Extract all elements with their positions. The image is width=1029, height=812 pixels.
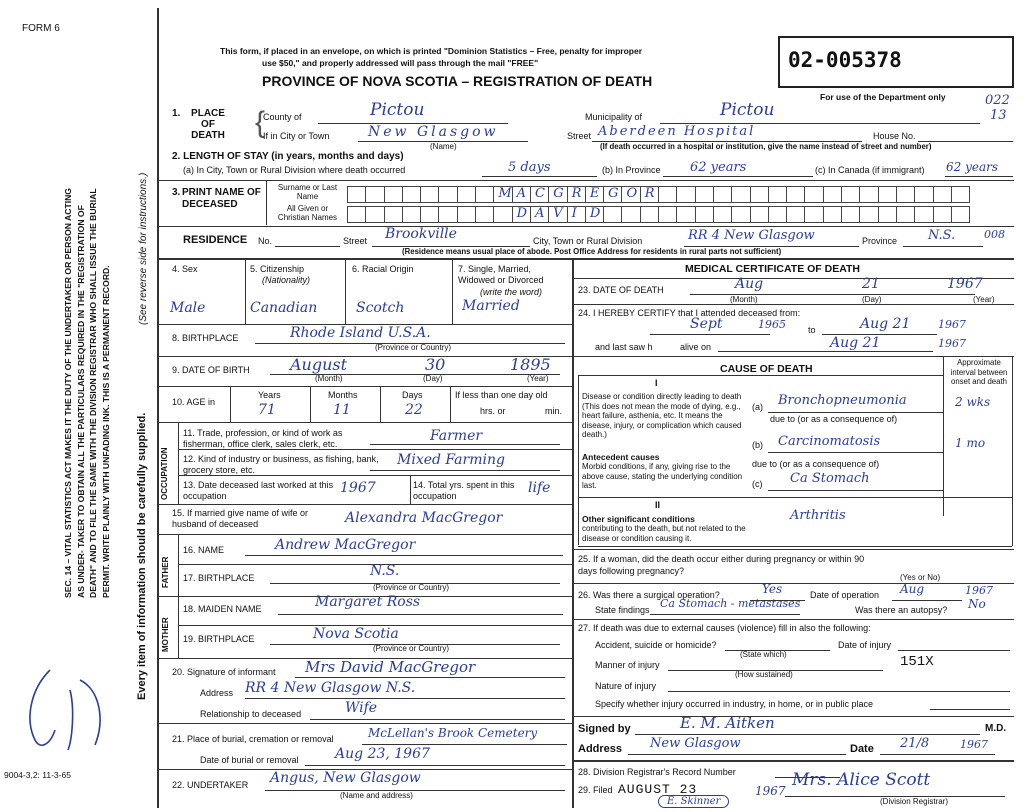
name-letter-box [951, 206, 970, 223]
name-letter-box [695, 206, 714, 223]
age-label: 10. AGE in [172, 397, 216, 407]
stay-city-label: (a) In City, Town or Rural Division where death occurred [183, 165, 406, 175]
name-letter-box [823, 186, 842, 203]
birthplace-value: Rhode Island U.S.A. [290, 325, 431, 341]
municipality-value: Pictou [720, 100, 775, 120]
racial-value: Scotch [356, 300, 405, 316]
alive-on-label: alive on [680, 342, 712, 352]
pregnancy-label: 25. If a woman, did the death occur either during pregnancy or within 90 days following pregnancy? [578, 554, 865, 576]
industry-value: Mixed Farming [397, 452, 505, 468]
autopsy-value: No [968, 597, 986, 611]
registrar-sub: (Division Registrar) [880, 797, 949, 806]
burial-date-label: Date of burial or removal [200, 755, 299, 765]
name-letter-box [493, 186, 512, 203]
name-letter: A [534, 206, 545, 221]
name-letter-box [567, 186, 586, 203]
name-letter-box [621, 206, 640, 223]
burial-date-value: Aug 23, 1967 [335, 746, 430, 762]
see-reverse-note: (See reverse side for instructions.) [138, 172, 149, 325]
name-letter-box [420, 186, 439, 203]
name-letter: V [553, 206, 563, 221]
filing-stamp: E. Skinner [658, 795, 729, 808]
residence-code: 008 [984, 228, 1005, 241]
div-reg-label: 28. Division Registrar's Record Number [578, 767, 736, 777]
age-years: 71 [258, 402, 276, 418]
name-letter-box [859, 206, 878, 223]
surgery-label: 26. Was there a surgical operation? [578, 590, 720, 600]
state-which-sub: (State which) [740, 650, 787, 659]
father-name-label: 16. NAME [183, 545, 225, 555]
cert-date-label: Date [850, 743, 874, 755]
dob-label: 9. DATE OF BIRTH [172, 365, 250, 375]
notice-line-1: This form, if placed in an envelope, on which is printed "Dominion Statistics – Free, penalty for improper [220, 46, 643, 56]
name-letter-box [750, 186, 769, 203]
institution-note: (If death occurred in a hospital or institution, give the name instead of street and number) [600, 142, 932, 151]
name-letter-box [695, 186, 714, 203]
name-letter-box [676, 186, 695, 203]
city-label: If in City or Town [263, 131, 330, 141]
cause-c-value: Ca Stomach [790, 471, 870, 486]
name-letter-box [768, 206, 787, 223]
dept-code-2: 13 [990, 108, 1007, 123]
name-letter: R [571, 186, 582, 201]
name-letter: I [571, 206, 577, 221]
dod-year: 1967 [947, 276, 983, 292]
house-label: House No. [873, 131, 916, 141]
name-letter: D [516, 206, 528, 221]
accident-label: Accident, suicide or homicide? [595, 640, 717, 650]
name-letter-box [658, 206, 677, 223]
age-days: 22 [405, 402, 423, 418]
wife-value: Alexandra MacGregor [345, 510, 503, 526]
citizenship-value: Canadian [250, 300, 318, 316]
name-letter-box [713, 186, 732, 203]
other-desc: contributing to the death, but not related to the disease or condition causing it. [582, 524, 746, 543]
notice-line-2: use $50," and properly addressed will pass through the mail "FREE" [262, 58, 539, 68]
name-letter-box [768, 186, 787, 203]
name-letter-box [567, 206, 586, 223]
cause-a-value: Bronchopneumonia [778, 393, 907, 408]
how-sustained-sub: (How sustained) [735, 670, 793, 679]
city-value: New Glasgow [368, 124, 499, 140]
undertaker-sub: (Name and address) [340, 791, 413, 800]
street-label: Street [567, 131, 592, 141]
name-letter-box [786, 206, 805, 223]
marital-sub: (write the word) [480, 287, 543, 297]
signer-address-label: Address [578, 743, 623, 755]
sex-label: 4. Sex [172, 264, 198, 274]
name-letter-box [384, 206, 403, 223]
alive-on-year: 1967 [938, 337, 966, 350]
date-of-death-label: 23. DATE OF DEATH [578, 285, 664, 295]
name-letter-box [530, 186, 549, 203]
interval-label: Approximate interval between onset and death [950, 358, 1008, 386]
name-letter-box [347, 206, 366, 223]
dob-day-sub: (Day) [423, 374, 443, 383]
mother-birthplace-label: 19. BIRTHPLACE [183, 634, 255, 644]
name-section-label: PRINT NAME OF DECEASED [182, 187, 261, 210]
name-letter-box [640, 186, 659, 203]
dob-month: August [290, 355, 348, 374]
name-letter-box [914, 186, 933, 203]
residence-city-label: City, Town or Rural Division [533, 236, 643, 246]
county-label: County of [263, 112, 302, 122]
cause-a-label: (a) [752, 402, 763, 412]
burial-place-value: McLellan's Brook Cemetery [368, 726, 538, 740]
reg-number-box [778, 36, 1014, 88]
father-bp-sub: (Province or Country) [373, 583, 450, 592]
name-letter-box [731, 206, 750, 223]
dod-day: 21 [862, 276, 880, 292]
attended-to: Aug 21 [860, 316, 911, 332]
due-to-label-2: due to (or as a consequence of) [752, 459, 880, 469]
relationship-value: Wife [345, 700, 378, 716]
margin-initials-scribble [10, 650, 110, 760]
medical-title: MEDICAL CERTIFICATE OF DEATH [685, 263, 860, 275]
place-of-death-num: 1. [172, 108, 181, 119]
street-value: Aberdeen Hospital [598, 124, 756, 139]
total-years-label: 14. Total yrs. spent in this occupation [413, 480, 515, 501]
registrar-signature: Mrs. Alice Scott [792, 770, 931, 790]
length-of-stay-label: 2. LENGTH OF STAY (in years, months and days) [172, 151, 404, 162]
name-letter-box [878, 186, 897, 203]
antecedent-title: Antecedent causes [582, 452, 660, 462]
name-letter-box [548, 186, 567, 203]
age-years-label: Years [258, 390, 281, 400]
stay-canada-label: (c) In Canada (if immigrant) [815, 165, 925, 175]
name-letter-box [731, 186, 750, 203]
name-letter: C [534, 186, 545, 201]
yes-no-sub: (Yes or No) [900, 573, 941, 582]
interval-a-value: 2 wks [955, 395, 991, 409]
name-letter: O [626, 186, 638, 201]
undertaker-value: Angus, New Glasgow [270, 770, 421, 786]
every-item-note: Every item of information should be carefully supplied. [136, 412, 148, 700]
part1-label: I [655, 378, 658, 388]
name-letter-box [512, 206, 531, 223]
last-worked-label: 13. Date deceased last worked at this occupation [183, 480, 334, 501]
wife-label: 15. If married give name of wife or husband of deceased [172, 508, 309, 529]
age-hrs-label: hrs. or [480, 406, 506, 416]
signed-by-value: E. M. Aitken [680, 714, 775, 732]
name-letter-box [475, 206, 494, 223]
name-letter-box [347, 186, 366, 203]
residence-no-label: No. [258, 236, 273, 246]
name-letter-box [786, 186, 805, 203]
op-date-label: Date of operation [810, 590, 880, 600]
name-letter-box [841, 206, 860, 223]
stay-city-value: 5 days [508, 160, 551, 175]
to-label: to [808, 325, 816, 335]
father-birthplace-label: 17. BIRTHPLACE [183, 573, 255, 583]
industry-label: 12. Kind of industry or business, as fishing, bank, grocery store, etc. [183, 454, 379, 475]
cause-code: 151X [900, 654, 934, 670]
name-letter-box [896, 186, 915, 203]
name-letter-box [750, 206, 769, 223]
dod-day-sub: (Day) [862, 295, 882, 304]
informant-sig-label: 20. Signature of informant [172, 667, 276, 677]
father-birthplace-value: N.S. [370, 563, 400, 579]
signer-address-value: New Glasgow [650, 736, 741, 751]
name-letter: A [516, 186, 527, 201]
sex-value: Male [170, 300, 206, 316]
residence-note: (Residence means usual place of abode. Post Office Address for residents in rural parts not sufficient) [402, 247, 782, 256]
citizenship-sub: (Nationality) [262, 275, 311, 285]
name-letter-box [804, 186, 823, 203]
md-label: M.D. [985, 723, 1007, 734]
cause-c-label: (c) [752, 479, 763, 489]
age-months-label: Months [328, 390, 358, 400]
op-year-value: 1967 [965, 584, 993, 597]
name-letter-box [402, 206, 421, 223]
place-of-death-label: PLACE OF DEATH [191, 108, 225, 141]
father-name-value: Andrew MacGregor [275, 537, 416, 553]
op-date-value: Aug [900, 582, 925, 596]
signed-by-label: Signed by [578, 723, 631, 735]
alive-on-value: Aug 21 [830, 335, 881, 351]
filed-value: AUGUST 23 [618, 782, 698, 797]
name-letter-box [713, 206, 732, 223]
antecedent-desc: Morbid conditions, if any, giving rise to the above cause, stating the underlying condition last. [582, 462, 743, 490]
name-letter-box [512, 186, 531, 203]
column-divider [572, 258, 574, 808]
manner-label: Manner of injury [595, 660, 660, 670]
name-letter: M [498, 186, 512, 201]
interval-b-value: 1 mo [955, 436, 986, 450]
name-letter-box [585, 186, 604, 203]
residence-label: RESIDENCE [183, 234, 248, 246]
mother-name-label: 18. MAIDEN NAME [183, 604, 262, 614]
age-min-label: min. [545, 406, 563, 416]
name-letter-box [457, 186, 476, 203]
name-letter-box [914, 206, 933, 223]
part2-label: II [655, 500, 661, 510]
occupation-side-label: OCCUPATION [160, 447, 169, 500]
name-letter-box [438, 186, 457, 203]
dept-code-1: 022 [985, 93, 1010, 108]
city-name-sub: (Name) [430, 142, 457, 151]
municipality-label: Municipality of [585, 112, 643, 122]
name-letter-box [621, 186, 640, 203]
name-letter-box [676, 206, 695, 223]
form-label: FORM 6 [22, 23, 60, 34]
mother-bp-sub: (Province or Country) [373, 644, 450, 653]
name-letter-box [804, 206, 823, 223]
injury-date-label: Date of injury [838, 640, 892, 650]
name-letter-box [530, 206, 549, 223]
residence-street-label: Street [343, 236, 368, 246]
attended-from: Sept [690, 316, 723, 332]
name-letter-box [365, 206, 384, 223]
marital-value: Married [462, 298, 520, 314]
autopsy-label: Was there an autopsy? [855, 605, 948, 615]
cause-b-value: Carcinomatosis [778, 434, 881, 449]
dob-day: 30 [425, 355, 446, 374]
given-name-label: All Given or Christian Names [277, 204, 338, 222]
dob-year: 1895 [510, 355, 551, 374]
findings-value: Ca Stomach - metastases [660, 597, 801, 610]
certify-label: 24. I HEREBY CERTIFY that I attended deceased from: [578, 308, 801, 318]
age-months: 11 [333, 402, 351, 418]
informant-address-value: RR 4 New Glasgow N.S. [245, 680, 416, 696]
residence-province-label: Province [862, 236, 898, 246]
cert-date-value: 21/8 [900, 736, 930, 751]
other-title: Other significant conditions [582, 514, 695, 524]
filed-year: 1967 [755, 784, 786, 798]
name-letter-box [585, 206, 604, 223]
findings-label: State findings [595, 605, 650, 615]
name-letter: R [644, 186, 655, 201]
dob-year-sub: (Year) [527, 374, 549, 383]
name-letter-box [438, 206, 457, 223]
form-code: 9004-3,2: 11-3-65 [4, 770, 71, 780]
other-value: Arthritis [790, 508, 846, 523]
surgery-value: Yes [762, 582, 783, 596]
last-worked-value: 1967 [340, 480, 376, 496]
name-letter: E [589, 186, 600, 201]
name-letter-box [859, 186, 878, 203]
informant-sig-value: Mrs David MacGregor [305, 658, 476, 676]
name-letter-box [457, 206, 476, 223]
reg-number: 02-005378 [788, 48, 902, 72]
part1-desc: Disease or condition directly leading to death (This does not mean the mode of dying, e.g., heart failure, asthenia, etc. It means the disease, injury, or complication which caused death.) [582, 392, 742, 439]
citizenship-label: 5. Citizenship [250, 264, 305, 274]
age-days-label: Days [402, 390, 423, 400]
attended-to-year: 1967 [938, 318, 966, 331]
dob-month-sub: (Month) [315, 374, 343, 383]
due-to-label-1: due to (or as a consequence of) [770, 414, 898, 424]
name-letter-box [896, 206, 915, 223]
last-saw-label: and last saw h [595, 342, 653, 352]
dod-month-sub: (Month) [730, 295, 758, 304]
name-letter-box [420, 206, 439, 223]
name-letter: D [589, 206, 601, 221]
birthplace-sub: (Province or Country) [375, 343, 452, 352]
racial-label: 6. Racial Origin [352, 264, 414, 274]
name-letter-box [548, 206, 567, 223]
surname-grid [347, 186, 969, 203]
name-letter-box [823, 206, 842, 223]
external-label: 27. If death was due to external causes (violence) fill in also the following: [578, 623, 871, 633]
filed-label: 29. Filed [578, 785, 613, 795]
name-letter-box [841, 186, 860, 203]
dod-year-sub: (Year) [973, 295, 995, 304]
name-letter-box [878, 206, 897, 223]
stay-canada-value: 62 years [946, 160, 999, 174]
informant-address-label: Address [200, 688, 234, 698]
name-letter-box [933, 186, 952, 203]
sec14-notice: SEC. 14 – VITAL STATISTICS ACT MAKES IT THE DUTY OF THE UNDERTAKER OR PERSON ACTING AS UNDER- TAKER TO OBTAIN ALL THE PARTICULARS REQUIRED IN THE "REGISTRATION OF DEATH" AND TO FILE THE SAME WITH THE DIVISION REGISTRAR WHO SHALL ISSUE THE BURIAL PERMIT. WRITE PLAINLY WITH UNFADING INK. THIS IS A PERMANENT RECORD. [63, 188, 111, 598]
stay-province-value: 62 years [690, 160, 747, 175]
name-letter-box [365, 186, 384, 203]
margin-rule [157, 8, 159, 808]
trade-value: Farmer [430, 428, 483, 444]
name-letter-box [951, 186, 970, 203]
marital-label: 7. Single, Married, Widowed or Divorced [458, 264, 544, 285]
age-lt-day-label: If less than one day old [455, 390, 548, 400]
residence-city-value: RR 4 New Glasgow [688, 228, 815, 243]
undertaker-label: 22. UNDERTAKER [172, 780, 249, 790]
cause-title: CAUSE OF DEATH [720, 363, 813, 375]
name-letter-box [640, 206, 659, 223]
name-letter: G [608, 186, 619, 201]
mother-birthplace-value: Nova Scotia [313, 626, 399, 642]
mother-name-value: Margaret Ross [315, 594, 421, 610]
name-letter-box [384, 186, 403, 203]
nature-label: Nature of injury [595, 681, 657, 691]
name-letter-box [603, 206, 622, 223]
name-letter-box [493, 206, 512, 223]
cause-b-label: (b) [752, 440, 763, 450]
relationship-label: Relationship to deceased [200, 709, 302, 719]
burial-place-label: 21. Place of burial, cremation or removal [172, 734, 334, 744]
residence-province-value: N.S. [928, 228, 956, 243]
father-side-label: FATHER [161, 556, 170, 588]
name-letter-box [475, 186, 494, 203]
attended-from-year: 1965 [758, 318, 786, 331]
page-title: PROVINCE OF NOVA SCOTIA – REGISTRATION OF DEATH [262, 73, 653, 89]
name-letter: G [553, 186, 564, 201]
specify-label: Specify whether injury occurred in industry, in home, or in public place [595, 699, 873, 709]
mother-side-label: MOTHER [161, 617, 170, 652]
surname-label: Surname or Last Name [277, 183, 338, 201]
given-grid [347, 206, 969, 223]
county-value: Pictou [370, 100, 425, 120]
dept-use-label: For use of the Department only [820, 92, 946, 102]
total-years-value: life [528, 480, 551, 496]
birthplace-label: 8. BIRTHPLACE [172, 333, 239, 343]
name-letter-box [933, 206, 952, 223]
cert-date-year: 1967 [960, 738, 988, 751]
name-letter-box [658, 186, 677, 203]
dod-month: Aug [735, 276, 764, 292]
residence-street-value: Brookville [385, 226, 457, 242]
stay-province-label: (b) In Province [602, 165, 661, 175]
name-letter-box [603, 186, 622, 203]
trade-label: 11. Trade, profession, or kind of work as fisherman, office clerk, sales clerk, etc. [183, 428, 343, 449]
name-letter-box [402, 186, 421, 203]
name-section-num: 3. [172, 187, 181, 198]
